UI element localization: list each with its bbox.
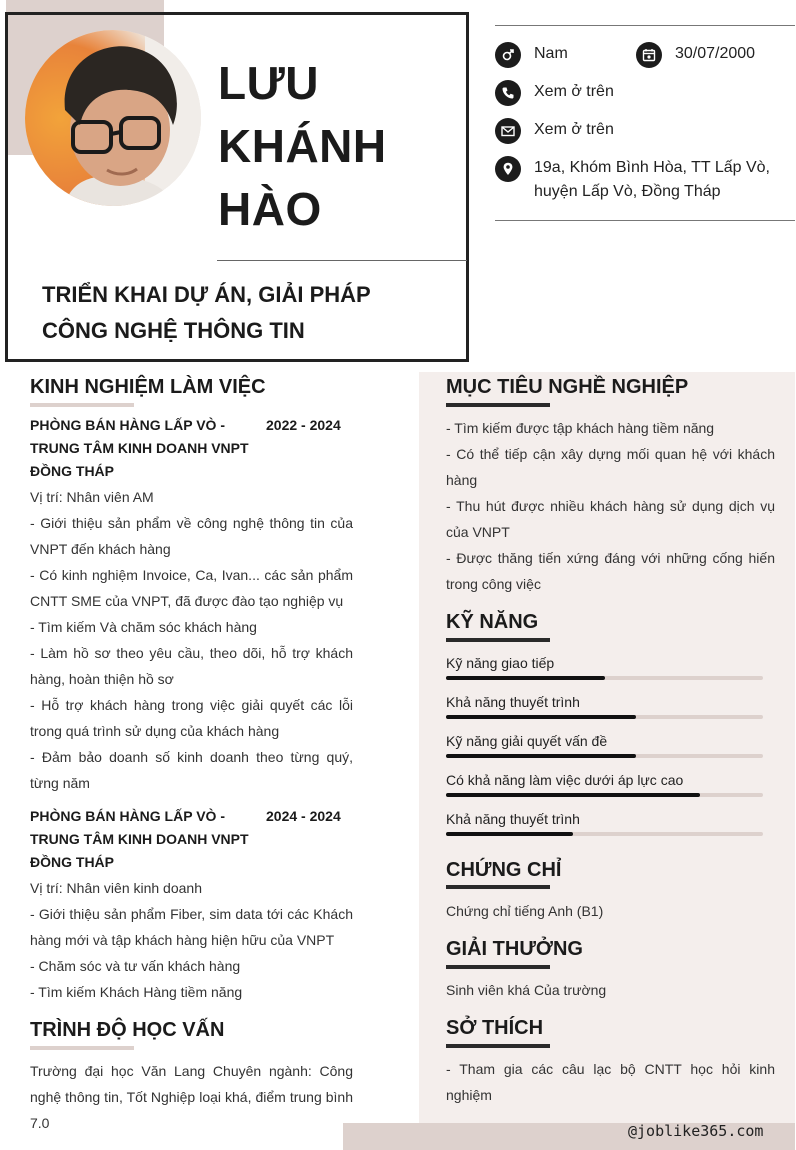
address-value: 19a, Khóm Bình Hòa, TT Lấp Vò, huyện Lấp Vò, Đồng Tháp <box>534 159 770 200</box>
contact-gender <box>495 42 568 68</box>
education-heading: TRÌNH ĐỘ HỌC VẤN <box>30 1019 225 1041</box>
education-underline <box>30 1046 134 1050</box>
name-line: KHÁNH <box>218 120 387 172</box>
job-2-years: 2024 - 2024 <box>266 808 341 824</box>
birthday-value: 30/07/2000 <box>675 45 756 62</box>
skill-bar <box>446 793 763 797</box>
job-detail-line: - Giới thiệu sản phẩm Fiber, sim data tới các Khách hàng mới và tập khách hàng hiện hữu của VNPT <box>30 906 353 948</box>
skill-label: Kỹ năng giải quyết vấn đề <box>446 733 608 749</box>
experience-heading: KINH NGHIỆM LÀM VIỆC <box>30 376 266 398</box>
name-line: LƯU <box>218 57 319 109</box>
footer-watermark: @joblike365.com <box>628 1122 764 1140</box>
location-pin-icon <box>495 156 521 182</box>
calendar-icon <box>636 42 662 68</box>
avatar-photo <box>25 30 201 206</box>
job-title-line: TRIỂN KHAI DỰ ÁN, GIẢI PHÁP <box>42 282 371 307</box>
skill-label: Khả năng thuyết trình <box>446 694 580 710</box>
skill-label: Khả năng thuyết trình <box>446 811 580 827</box>
skill-bar <box>446 715 763 719</box>
awards-underline <box>446 965 550 969</box>
skill-bar-fill <box>446 715 636 719</box>
phone-value: Xem ở trên <box>534 83 614 100</box>
skills-underline <box>446 638 550 642</box>
job-title <box>42 277 452 349</box>
certificates-text: Chứng chỉ tiếng Anh (B1) <box>446 903 604 919</box>
job-2-company: PHÒNG BÁN HÀNG LẤP VÒ - TRUNG TÂM KINH DOANH VNPT ĐỒNG THÁP <box>30 808 249 870</box>
job-title-line: CÔNG NGHỆ THÔNG TIN <box>42 318 305 343</box>
job-detail-line: - Tìm kiếm Khách Hàng tiềm năng <box>30 984 243 1000</box>
name-line: HÀO <box>218 183 322 235</box>
job-1-years: 2022 - 2024 <box>266 417 341 433</box>
job-detail-line: - Có kinh nghiệm Invoice, Ca, Ivan... các sản phẩm CNTT SME của VNPT, đã được đào tạo nghiệp vụ <box>30 567 353 609</box>
job-1-details <box>30 484 353 796</box>
skills-heading: KỸ NĂNG <box>446 611 539 633</box>
contact-block <box>495 25 795 221</box>
job-detail-line: Vị trí: Nhân viên AM <box>30 489 154 505</box>
avatar <box>25 30 201 206</box>
objective-line: - Có thể tiếp cận xây dựng mối quan hệ với khách hàng <box>446 446 775 488</box>
experience-underline <box>30 403 134 407</box>
candidate-name <box>218 52 458 241</box>
job-detail-line: - Làm hồ sơ theo yêu cầu, theo dõi, hỗ trợ khách hàng, hoàn thiện hồ sơ <box>30 645 353 687</box>
hobbies-text: - Tham gia các câu lạc bộ CNTT học hỏi kinh nghiệm <box>446 1061 775 1103</box>
email-value: Xem ở trên <box>534 121 614 138</box>
job-detail-line: - Đảm bảo doanh số kinh doanh theo từng quý, từng năm <box>30 749 353 791</box>
skill-bar-fill <box>446 676 605 680</box>
certificates-underline <box>446 885 550 889</box>
job-detail-line: - Giới thiệu sản phẩm về công nghệ thông tin của VNPT đến khách hàng <box>30 515 353 557</box>
contact-birthday <box>636 42 755 68</box>
objective-text <box>446 415 775 597</box>
certificates-heading: CHỨNG CHỈ <box>446 859 562 881</box>
hobbies-underline <box>446 1044 550 1048</box>
objective-heading: MỤC TIÊU NGHỀ NGHIỆP <box>446 376 689 398</box>
objective-line: - Thu hút được nhiều khách hàng sử dụng dịch vụ của VNPT <box>446 498 775 540</box>
skill-bar-fill <box>446 793 700 797</box>
job-2-details <box>30 875 353 1005</box>
skill-bar-fill <box>446 754 636 758</box>
job-detail-line: - Hỗ trợ khách hàng trong việc giải quyết các lỗi trong quá trình sử dụng của khách hàng <box>30 697 353 739</box>
job-1-company: PHÒNG BÁN HÀNG LẤP VÒ - TRUNG TÂM KINH DOANH VNPT ĐỒNG THÁP <box>30 417 249 479</box>
contact-email <box>495 118 614 144</box>
name-divider <box>217 260 467 261</box>
skill-bar <box>446 754 763 758</box>
contact-phone <box>495 80 614 106</box>
skill-bar <box>446 832 763 836</box>
skill-bar-fill <box>446 832 573 836</box>
education-text: Trường đại học Văn Lang Chuyên ngành: Công nghệ thông tin, Tốt Nghiệp loại khá, điểm trung bình 7.0 <box>30 1063 353 1131</box>
mail-icon <box>495 118 521 144</box>
gender-icon <box>495 42 521 68</box>
skill-label: Có khả năng làm việc dưới áp lực cao <box>446 772 684 788</box>
gender-value: Nam <box>534 45 568 62</box>
objective-line: - Tìm kiếm được tập khách hàng tiềm năng <box>446 420 715 436</box>
awards-heading: GIẢI THƯỞNG <box>446 938 583 960</box>
contact-address <box>495 156 785 204</box>
objective-underline <box>446 403 550 407</box>
skill-label: Kỹ năng giao tiếp <box>446 655 555 671</box>
phone-icon <box>495 80 521 106</box>
awards-text: Sinh viên khá Của trường <box>446 982 607 998</box>
hobbies-heading: SỞ THÍCH <box>446 1017 544 1039</box>
job-detail-line: - Chăm sóc và tư vấn khách hàng <box>30 958 241 974</box>
objective-line: - Được thăng tiến xứng đáng với những cống hiến trong công việc <box>446 550 775 592</box>
job-detail-line: - Tìm kiếm Và chăm sóc khách hàng <box>30 619 257 635</box>
skill-bar <box>446 676 763 680</box>
job-detail-line: Vị trí: Nhân viên kinh doanh <box>30 880 202 896</box>
